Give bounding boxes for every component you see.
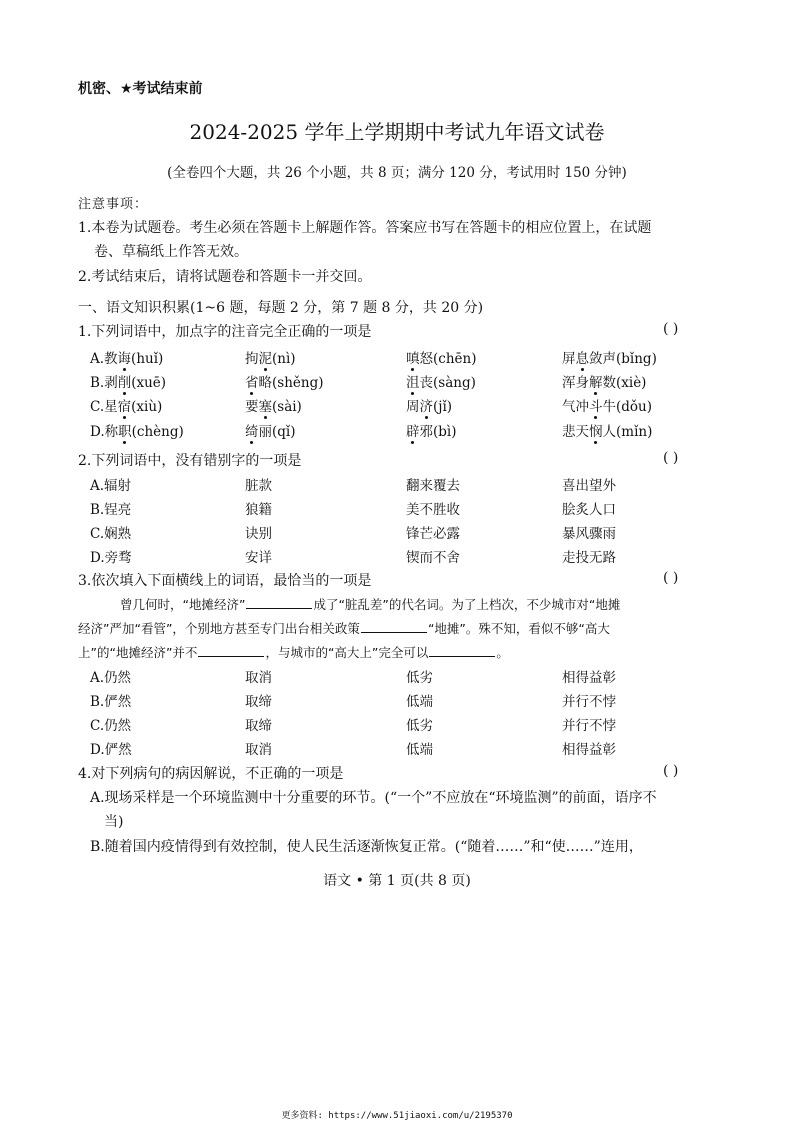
- option-text: 略(shěng): [258, 375, 324, 391]
- option-text: (huǐ): [131, 351, 164, 367]
- option-text: 狼籍: [245, 502, 272, 518]
- option-text: 美不胜收: [406, 502, 460, 518]
- q3-option-cell: [562, 738, 616, 758]
- option-text: 人(mǐn): [602, 424, 653, 440]
- q3-option-cell: [562, 666, 616, 686]
- dotted-char: 解: [589, 371, 603, 391]
- blank-4: [429, 644, 495, 657]
- q1-option-cell: [245, 395, 302, 415]
- option-text: (chèng): [131, 424, 184, 440]
- q2-option-cell: [245, 498, 272, 518]
- option-text: 丧(sàng): [419, 375, 476, 391]
- q1-option-cell: [90, 347, 163, 367]
- passage-text: 曾几何时，“地摊经济”: [120, 597, 246, 612]
- q2-option-cell: [562, 522, 616, 542]
- question-3-stem: 3.依次填入下面横线上的词语，最恰当的一项是: [78, 573, 372, 589]
- option-label: C.: [90, 399, 105, 415]
- q1-option-cell: [245, 420, 296, 440]
- option-label: B.: [90, 502, 105, 518]
- q2-option-cell: [406, 474, 460, 494]
- question-1-stem: 1.下列词语中，加点字的注音完全正确的一项是: [78, 324, 372, 340]
- option-text: 取缔: [245, 694, 272, 710]
- dotted-char: 沮: [406, 371, 420, 391]
- dotted-char: 泥: [259, 347, 273, 367]
- option-text: 俨然: [104, 742, 132, 758]
- option-text: 敛声(bǐng): [589, 351, 657, 367]
- notes-rule-2: 2.考试结束后，请将试题卷和答题卡一并交回。: [78, 269, 372, 285]
- option-label: C.: [90, 526, 105, 542]
- option-text: (nì): [272, 351, 296, 367]
- option-text: 俨然: [104, 694, 132, 710]
- q2-option-cell: [90, 546, 132, 566]
- q1-option-cell: [90, 395, 162, 415]
- option-text: 周: [406, 399, 420, 415]
- q2-option-cell: [406, 498, 460, 518]
- q3-option-cell: [90, 666, 131, 686]
- option-text: 喜出望外: [562, 478, 616, 494]
- q2-option-cell: [90, 522, 131, 542]
- q3-option-cell: [406, 666, 433, 686]
- option-text: 气冲: [562, 399, 589, 415]
- q4-option-b: B.随着国内疫情得到有效控制，使人民生活逐渐恢复正常。(“随着……”和“使……”连用，: [90, 839, 643, 855]
- q2-option-cell: [406, 522, 460, 542]
- option-text: 脍炙人口: [562, 502, 616, 518]
- dotted-char: 职: [118, 420, 132, 440]
- q2-option-cell: [245, 522, 272, 542]
- dotted-char: 绮: [245, 420, 259, 440]
- option-text: 相得益彰: [562, 742, 616, 758]
- option-text: 锋芒必露: [406, 526, 460, 542]
- dotted-char: 悯: [589, 420, 603, 440]
- option-text: 锃亮: [104, 502, 132, 518]
- option-label: D.: [90, 424, 105, 440]
- blank-1: [246, 596, 312, 609]
- option-text: 丽(qǐ): [258, 424, 296, 440]
- option-text: (sài): [272, 399, 302, 415]
- dotted-char: 嗔: [406, 347, 420, 367]
- dotted-char: 省: [245, 371, 259, 391]
- option-label: A.: [90, 351, 105, 367]
- passage-text: 成了“脏乱差”的代名词。为了上档次，不少城市对“地摊: [313, 597, 621, 612]
- passage-line-3: [78, 643, 509, 661]
- dotted-char: 诲: [118, 347, 132, 367]
- dotted-char: 削: [118, 371, 132, 391]
- question-4-stem: 4.对下列病句的病因解说，不正确的一项是: [78, 766, 344, 782]
- option-text: 悲天: [562, 424, 589, 440]
- answer-paren-4: ( ): [663, 763, 679, 779]
- option-text: 脏款: [245, 478, 272, 494]
- passage-text: 经济”严加“看管”，个别地方甚至专门出台相关政策: [78, 621, 360, 636]
- confidential-label: 机密、★考试结束前: [78, 81, 203, 97]
- q3-option-cell: [562, 714, 616, 734]
- dotted-char: 斗: [589, 395, 603, 415]
- section-heading: 一、语文知识积累(1~6 题，每题 2 分，第 7 题 8 分，共 20 分): [78, 300, 484, 316]
- option-label: B.: [90, 694, 105, 710]
- q4-option-a: A.现场采样是一个环境监测中十分重要的环节。(“一个”不应放在“环境监测”的前面，语序不: [90, 790, 657, 806]
- option-text: 并行不悖: [562, 718, 616, 734]
- passage-text: 。: [496, 645, 509, 660]
- q3-option-cell: [90, 714, 131, 734]
- dotted-char: 塞: [259, 395, 273, 415]
- option-label: B.: [90, 375, 105, 391]
- option-text: 仍然: [104, 670, 132, 686]
- q1-option-cell: [406, 420, 457, 440]
- answer-paren-1: ( ): [663, 321, 679, 337]
- q1-option-cell: [562, 420, 652, 440]
- option-text: 邪(bì): [419, 424, 457, 440]
- q2-option-cell: [245, 546, 272, 566]
- option-label: A.: [90, 670, 105, 686]
- option-text: (xiù): [131, 399, 163, 415]
- option-label: D.: [90, 550, 105, 566]
- option-text: 低端: [406, 742, 433, 758]
- option-label: D.: [90, 742, 105, 758]
- q1-option-cell: [562, 347, 657, 367]
- option-text: 屏: [562, 351, 576, 367]
- answer-paren-3: ( ): [663, 570, 679, 586]
- option-text: 辐射: [104, 478, 132, 494]
- page-title: 2024-2025 学年上学期期中考试九年语文试卷: [189, 120, 605, 144]
- passage-text: 上”的“地摊经济”并不: [78, 645, 198, 660]
- q1-option-cell: [406, 347, 476, 367]
- option-text: 走投无路: [562, 550, 616, 566]
- option-text: (xuē): [131, 375, 167, 391]
- exam-info: (全卷四个大题，共 26 个小题，共 8 页；满分 120 分，考试用时 150 分钟): [167, 165, 627, 181]
- option-text: 低劣: [406, 670, 433, 686]
- q3-option-cell: [245, 714, 272, 734]
- q2-option-cell: [245, 474, 272, 494]
- dotted-char: 宿: [118, 395, 132, 415]
- option-text: 暴风骤雨: [562, 526, 616, 542]
- option-text: 仍然: [104, 718, 132, 734]
- source-link[interactable]: 更多资料: https://www.51jiaoxi.com/u/2195370: [281, 1111, 513, 1121]
- option-text: 牛(dǒu): [602, 399, 652, 415]
- option-text: 教: [104, 351, 118, 367]
- option-text: 要: [245, 399, 259, 415]
- option-text: (jǐ): [433, 399, 453, 415]
- q2-option-cell: [90, 498, 131, 518]
- q2-option-cell: [406, 546, 460, 566]
- option-text: 低端: [406, 694, 433, 710]
- q3-option-cell: [406, 738, 433, 758]
- blank-2: [361, 620, 427, 633]
- q3-option-cell: [90, 690, 131, 710]
- option-text: 取消: [245, 670, 272, 686]
- q1-option-cell: [90, 420, 184, 440]
- q3-option-cell: [245, 690, 272, 710]
- option-text: 安详: [245, 550, 272, 566]
- q1-option-cell: [406, 371, 476, 391]
- option-text: 数(xiè): [602, 375, 647, 391]
- q1-option-cell: [406, 395, 452, 415]
- option-text: 锲而不舍: [406, 550, 460, 566]
- q3-option-cell: [245, 738, 272, 758]
- option-text: 低劣: [406, 718, 433, 734]
- q3-option-cell: [245, 666, 272, 686]
- option-label: C.: [90, 718, 105, 734]
- option-text: 取缔: [245, 718, 272, 734]
- option-text: 并行不悖: [562, 694, 616, 710]
- passage-text: ，与城市的“高大上”完全可以: [265, 645, 429, 660]
- passage-line-2: [78, 619, 610, 637]
- option-text: 诀别: [245, 526, 272, 542]
- notes-label: 注意事项：: [78, 197, 149, 212]
- option-text: 浑身: [562, 375, 589, 391]
- notes-rule-1-cont: 卷、草稿纸上作答无效。: [94, 244, 248, 260]
- q2-option-cell: [562, 498, 616, 518]
- q2-option-cell: [90, 474, 131, 494]
- option-text: 星: [104, 399, 118, 415]
- option-text: 取消: [245, 742, 272, 758]
- dotted-char: 济: [420, 395, 434, 415]
- q3-option-cell: [406, 714, 433, 734]
- dotted-char: 辟: [406, 420, 420, 440]
- q1-option-cell: [562, 371, 646, 391]
- q3-option-cell: [90, 738, 132, 758]
- q1-option-cell: [245, 371, 323, 391]
- notes-rule-1: 1.本卷为试题卷。考生必须在答题卡上解题作答。答案应书写在答题卡的相应位置上，在试题: [78, 220, 652, 236]
- option-label: A.: [90, 478, 105, 494]
- q3-option-cell: [562, 690, 616, 710]
- option-text: 称: [104, 424, 119, 440]
- q1-option-cell: [245, 347, 296, 367]
- question-2-stem: 2.下列词语中，没有错别字的一项是: [78, 453, 302, 469]
- q1-option-cell: [90, 371, 166, 391]
- option-text: 怒(chēn): [419, 351, 477, 367]
- answer-paren-2: ( ): [663, 450, 679, 466]
- q3-option-cell: [406, 690, 433, 710]
- page-footer: 语文 • 第 1 页(共 8 页): [323, 873, 471, 889]
- option-text: 旁骛: [104, 550, 132, 566]
- blank-3: [198, 644, 264, 657]
- option-text: 娴熟: [104, 526, 132, 542]
- passage-text: “地摊”。殊不知，看似不够“高大: [427, 621, 610, 636]
- option-text: 剥: [104, 375, 118, 391]
- q2-option-cell: [562, 546, 616, 566]
- q2-option-cell: [562, 474, 616, 494]
- q4-option-a-cont: 当): [104, 814, 124, 830]
- option-text: 拘: [245, 351, 259, 367]
- option-text: 翻来覆去: [406, 478, 460, 494]
- option-text: 相得益彰: [562, 670, 616, 686]
- passage-line-1: [120, 595, 620, 613]
- dotted-char: 息: [576, 347, 590, 367]
- q1-option-cell: [562, 395, 652, 415]
